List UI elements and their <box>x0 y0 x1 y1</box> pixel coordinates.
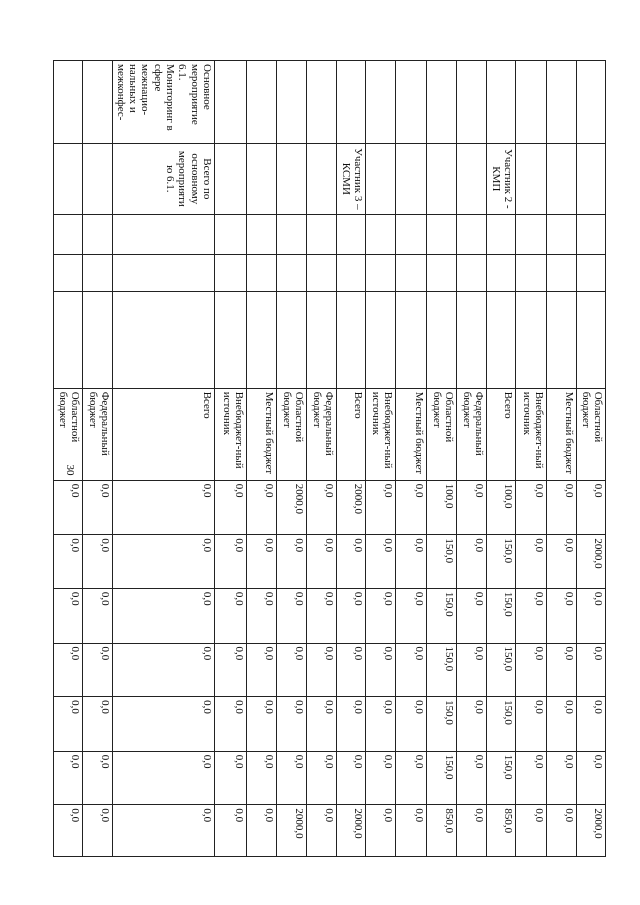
empty-cell <box>277 255 307 291</box>
empty-cell <box>215 291 247 388</box>
amount-cell: 0,0 <box>547 588 577 643</box>
amount-cell: 0,0 <box>215 805 247 857</box>
amount-cell: 0,0 <box>337 643 366 697</box>
funding-source-cell: Областной бюджет <box>277 388 307 480</box>
empty-cell <box>307 214 337 254</box>
funding-source-cell: Всего <box>337 388 366 480</box>
amount-cell: 0,0 <box>247 751 277 805</box>
amount-cell: 0,0 <box>277 535 307 589</box>
responsible-cell <box>54 61 83 144</box>
amount-cell: 0,0 <box>247 588 277 643</box>
amount-cell: 0,0 <box>54 643 83 697</box>
amount-cell: 0,0 <box>366 588 396 643</box>
empty-cell <box>427 255 457 291</box>
participant-cell <box>307 143 337 214</box>
empty-cell <box>396 255 427 291</box>
amount-cell: 100,0 <box>487 480 516 535</box>
amount-cell: 0,0 <box>516 643 547 697</box>
amount-cell: 0,0 <box>366 805 396 857</box>
table-row <box>307 61 337 857</box>
amount-cell: 0,0 <box>54 805 83 857</box>
amount-cell: 0,0 <box>247 697 277 752</box>
empty-cell <box>487 291 516 388</box>
responsible-cell <box>516 61 547 144</box>
participant-cell <box>83 143 113 214</box>
amount-cell: 0,0 <box>457 643 487 697</box>
empty-cell <box>487 214 516 254</box>
empty-cell <box>516 291 547 388</box>
table-row <box>547 61 577 857</box>
amount-cell: 0,0 <box>307 751 337 805</box>
empty-cell <box>366 214 396 254</box>
responsible-cell <box>215 61 247 144</box>
amount-cell: 150,0 <box>487 751 516 805</box>
empty-cell <box>366 255 396 291</box>
table-row <box>277 61 307 857</box>
amount-cell: 2000,0 <box>337 480 366 535</box>
amount-cell: 0,0 <box>457 697 487 752</box>
table-row <box>54 61 83 857</box>
amount-cell: 0,0 <box>457 588 487 643</box>
table-row <box>487 61 516 857</box>
amount-cell: 0,0 <box>396 480 427 535</box>
responsible-cell <box>547 61 577 144</box>
empty-cell <box>337 255 366 291</box>
amount-cell: 0,0 <box>366 535 396 589</box>
amount-cell: 0,0 <box>83 805 113 857</box>
empty-cell <box>366 291 396 388</box>
table-row <box>83 61 113 857</box>
funding-source-cell: Местный бюджет <box>396 388 427 480</box>
funding-source-cell: Федеральный бюджет <box>83 388 113 480</box>
amount-cell: 2000,0 <box>277 805 307 857</box>
amount-cell: 0,0 <box>83 751 113 805</box>
funding-source-cell: Областной бюджет <box>54 388 83 480</box>
amount-cell: 0,0 <box>113 588 215 643</box>
amount-cell: 150,0 <box>427 588 457 643</box>
amount-cell: 0,0 <box>247 805 277 857</box>
amount-cell: 0,0 <box>516 588 547 643</box>
amount-cell: 0,0 <box>396 697 427 752</box>
responsible-cell <box>577 61 606 144</box>
responsible-cell <box>247 61 277 144</box>
amount-cell: 0,0 <box>337 535 366 589</box>
participant-cell <box>366 143 396 214</box>
funding-source-cell: Федеральный бюджет <box>457 388 487 480</box>
amount-cell: 0,0 <box>247 643 277 697</box>
empty-cell <box>113 291 215 388</box>
amount-cell: 0,0 <box>396 805 427 857</box>
amount-cell: 0,0 <box>113 480 215 535</box>
empty-cell <box>457 291 487 388</box>
table-row <box>396 61 427 857</box>
empty-cell <box>247 291 277 388</box>
amount-cell: 0,0 <box>83 697 113 752</box>
table-row <box>577 61 606 857</box>
amount-cell: 0,0 <box>54 535 83 589</box>
amount-cell: 0,0 <box>307 480 337 535</box>
amount-cell: 0,0 <box>337 697 366 752</box>
amount-cell: 0,0 <box>54 751 83 805</box>
amount-cell: 0,0 <box>83 480 113 535</box>
amount-cell: 150,0 <box>487 697 516 752</box>
amount-cell: 0,0 <box>457 751 487 805</box>
amount-cell: 0,0 <box>337 751 366 805</box>
amount-cell: 0,0 <box>547 480 577 535</box>
budget-table-body <box>54 61 606 857</box>
funding-source-cell: Внебюджет-ный источник <box>516 388 547 480</box>
amount-cell: 0,0 <box>366 480 396 535</box>
amount-cell: 0,0 <box>307 535 337 589</box>
table-row <box>215 61 247 857</box>
table-row <box>427 61 457 857</box>
empty-cell <box>83 255 113 291</box>
responsible-cell <box>277 61 307 144</box>
amount-cell: 0,0 <box>396 535 427 589</box>
empty-cell <box>277 214 307 254</box>
amount-cell: 0,0 <box>307 643 337 697</box>
amount-cell: 0,0 <box>516 697 547 752</box>
amount-cell: 0,0 <box>547 643 577 697</box>
participant-cell: Всего по основному мероприятию 6.1. <box>113 143 215 214</box>
amount-cell: 0,0 <box>516 805 547 857</box>
amount-cell: 0,0 <box>277 751 307 805</box>
funding-source-cell: Внебюджет-ный источник <box>215 388 247 480</box>
amount-cell: 0,0 <box>366 751 396 805</box>
empty-cell <box>577 214 606 254</box>
empty-cell <box>277 291 307 388</box>
table-row <box>457 61 487 857</box>
table-row <box>113 61 215 857</box>
participant-cell <box>247 143 277 214</box>
amount-cell: 0,0 <box>215 480 247 535</box>
funding-source-cell: Местный бюджет <box>247 388 277 480</box>
amount-cell: 0,0 <box>277 697 307 752</box>
amount-cell: 0,0 <box>247 480 277 535</box>
participant-cell: Участник 2 - КМП <box>487 143 516 214</box>
empty-cell <box>113 255 215 291</box>
amount-cell: 0,0 <box>547 805 577 857</box>
amount-cell: 0,0 <box>516 535 547 589</box>
amount-cell: 0,0 <box>307 697 337 752</box>
funding-source-cell: Внебюджет-ный источник <box>366 388 396 480</box>
amount-cell: 0,0 <box>54 697 83 752</box>
amount-cell: 2000,0 <box>337 805 366 857</box>
empty-cell <box>516 255 547 291</box>
participant-cell <box>547 143 577 214</box>
amount-cell: 0,0 <box>215 643 247 697</box>
amount-cell: 0,0 <box>83 588 113 643</box>
amount-cell: 0,0 <box>457 480 487 535</box>
table-row <box>516 61 547 857</box>
budget-table <box>54 60 607 857</box>
responsible-cell <box>337 61 366 144</box>
participant-cell <box>577 143 606 214</box>
amount-cell: 0,0 <box>247 535 277 589</box>
amount-cell: 0,0 <box>577 588 606 643</box>
amount-cell: 0,0 <box>83 643 113 697</box>
funding-source-cell: Всего <box>113 388 215 480</box>
responsible-cell <box>83 61 113 144</box>
participant-cell: Участник 3 – КСМИ <box>337 143 366 214</box>
amount-cell: 0,0 <box>547 751 577 805</box>
amount-cell: 0,0 <box>215 535 247 589</box>
amount-cell: 850,0 <box>427 805 457 857</box>
amount-cell: 0,0 <box>547 697 577 752</box>
responsible-cell <box>307 61 337 144</box>
funding-source-cell: Областной бюджет <box>577 388 606 480</box>
amount-cell: 0,0 <box>366 643 396 697</box>
amount-cell: 0,0 <box>577 697 606 752</box>
empty-cell <box>54 291 83 388</box>
empty-cell <box>547 255 577 291</box>
participant-cell <box>427 143 457 214</box>
amount-cell: 0,0 <box>277 588 307 643</box>
amount-cell: 150,0 <box>487 535 516 589</box>
amount-cell: 2000,0 <box>277 480 307 535</box>
empty-cell <box>577 255 606 291</box>
empty-cell <box>427 291 457 388</box>
amount-cell: 0,0 <box>577 480 606 535</box>
responsible-cell <box>427 61 457 144</box>
empty-cell <box>487 255 516 291</box>
empty-cell <box>457 214 487 254</box>
empty-cell <box>396 214 427 254</box>
funding-source-cell: Федеральный бюджет <box>307 388 337 480</box>
amount-cell: 0,0 <box>215 751 247 805</box>
amount-cell: 0,0 <box>277 643 307 697</box>
responsible-cell <box>396 61 427 144</box>
empty-cell <box>307 291 337 388</box>
empty-cell <box>247 214 277 254</box>
participant-cell <box>277 143 307 214</box>
amount-cell: 150,0 <box>427 697 457 752</box>
participant-cell <box>396 143 427 214</box>
empty-cell <box>54 214 83 254</box>
empty-cell <box>516 214 547 254</box>
amount-cell: 0,0 <box>396 751 427 805</box>
amount-cell: 0,0 <box>54 480 83 535</box>
empty-cell <box>113 214 215 254</box>
amount-cell: 150,0 <box>487 643 516 697</box>
amount-cell: 150,0 <box>487 588 516 643</box>
amount-cell: 0,0 <box>307 805 337 857</box>
amount-cell: 100,0 <box>427 480 457 535</box>
amount-cell: 0,0 <box>113 805 215 857</box>
empty-cell <box>247 255 277 291</box>
amount-cell: 0,0 <box>577 751 606 805</box>
amount-cell: 0,0 <box>215 588 247 643</box>
amount-cell: 0,0 <box>113 535 215 589</box>
table-row <box>247 61 277 857</box>
empty-cell <box>577 291 606 388</box>
empty-cell <box>427 214 457 254</box>
participant-cell <box>516 143 547 214</box>
participant-cell <box>457 143 487 214</box>
amount-cell: 0,0 <box>215 697 247 752</box>
responsible-cell: Основное мероприятие 6.1. Мониторинг в сфере межнацио-нальных и межконфес- <box>113 61 215 144</box>
participant-cell <box>54 143 83 214</box>
amount-cell: 0,0 <box>113 697 215 752</box>
funding-source-cell: Местный бюджет <box>547 388 577 480</box>
responsible-cell <box>487 61 516 144</box>
amount-cell: 0,0 <box>577 643 606 697</box>
empty-cell <box>547 291 577 388</box>
amount-cell: 0,0 <box>337 588 366 643</box>
amount-cell: 850,0 <box>487 805 516 857</box>
amount-cell: 0,0 <box>113 643 215 697</box>
amount-cell: 0,0 <box>396 643 427 697</box>
amount-cell: 0,0 <box>457 805 487 857</box>
amount-cell: 0,0 <box>457 535 487 589</box>
funding-source-cell: Всего <box>487 388 516 480</box>
amount-cell: 0,0 <box>366 697 396 752</box>
amount-cell: 150,0 <box>427 751 457 805</box>
amount-cell: 2000,0 <box>577 805 606 857</box>
empty-cell <box>337 214 366 254</box>
funding-source-cell: Областной бюджет <box>427 388 457 480</box>
responsible-cell <box>366 61 396 144</box>
participant-cell <box>215 143 247 214</box>
empty-cell <box>307 255 337 291</box>
amount-cell: 0,0 <box>516 751 547 805</box>
empty-cell <box>457 255 487 291</box>
amount-cell: 2000,0 <box>577 535 606 589</box>
amount-cell: 0,0 <box>113 751 215 805</box>
empty-cell <box>83 291 113 388</box>
page-number: 30 <box>64 464 76 476</box>
empty-cell <box>396 291 427 388</box>
empty-cell <box>337 291 366 388</box>
amount-cell: 0,0 <box>516 480 547 535</box>
empty-cell <box>54 255 83 291</box>
table-row <box>366 61 396 857</box>
responsible-cell <box>457 61 487 144</box>
amount-cell: 150,0 <box>427 643 457 697</box>
amount-cell: 0,0 <box>396 588 427 643</box>
amount-cell: 0,0 <box>547 535 577 589</box>
empty-cell <box>547 214 577 254</box>
amount-cell: 150,0 <box>427 535 457 589</box>
amount-cell: 0,0 <box>83 535 113 589</box>
table-row <box>337 61 366 857</box>
amount-cell: 0,0 <box>307 588 337 643</box>
empty-cell <box>83 214 113 254</box>
amount-cell: 0,0 <box>54 588 83 643</box>
empty-cell <box>215 255 247 291</box>
empty-cell <box>215 214 247 254</box>
